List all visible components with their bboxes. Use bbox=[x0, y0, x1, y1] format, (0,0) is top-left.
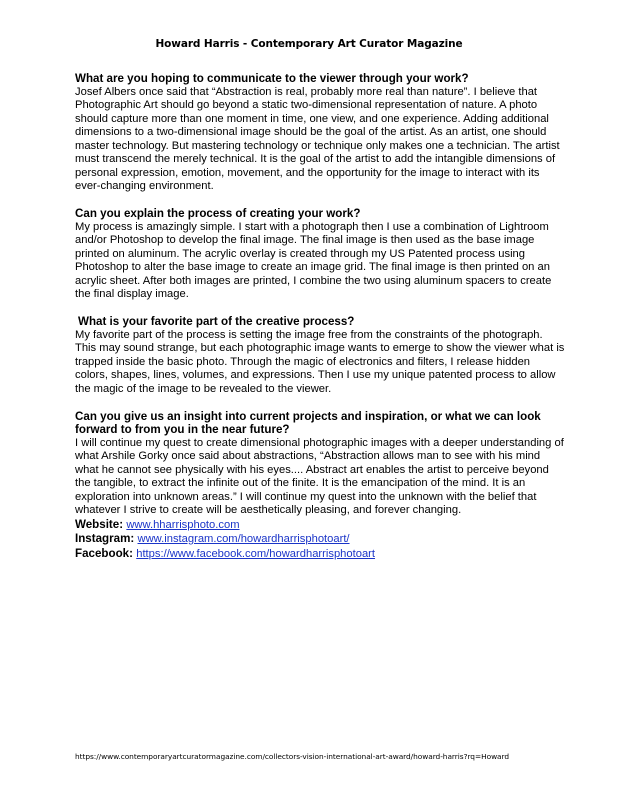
answer-paragraph: Josef Albers once said that “Abstraction is real, probably more real than nature”. I believe that Photographic Art should go beyond a static two-dimensional representation of nature. A photo should capture more than one moment in time, one view, and one experience. Adding additional dimensions to a two-dimensional image should be the goal of the artist. As an artist, one should master technology. But mastering technology or technique only makes one a technician. The artist must transcend the merely technical. It is the goal of the artist to add the intangible dimensions of personal expression, emotion, movement, and the opportunity for the image to interact with its ever-changing environment. bbox=[75, 85, 560, 192]
instagram-link[interactable]: www.instagram.com/howardharrisphotoart/ bbox=[137, 533, 350, 545]
interview-section-favorite-part bbox=[75, 315, 565, 396]
page-footer-url: https://www.contemporaryartcuratormagazine.com/collectors-vision-international-art-award/howard-harris?rq=Howard bbox=[75, 752, 510, 761]
instagram-label: Instagram: bbox=[75, 532, 135, 545]
facebook-line bbox=[75, 547, 565, 562]
interview-body bbox=[75, 72, 565, 561]
question-heading: What is your favorite part of the creative process? bbox=[78, 315, 355, 328]
question-heading: Can you give us an insight into current projects and inspiration, or what we can look forward to from you in the near future? bbox=[75, 409, 541, 436]
interview-section-communicate bbox=[75, 72, 565, 194]
website-label: Website: bbox=[75, 517, 124, 531]
facebook-label: Facebook: bbox=[75, 546, 133, 560]
answer-paragraph: I will continue my quest to create dimensional photographic images with a deeper understanding of what Arshile Gorky once said about abstractions, “Abstraction allows man to see with his mind what he cannot see physically with his eyes.... Abstract art enables the artist to perceive beyond the tangible, to extract the infinite out of the finite. It is the emancipation of the mind. It is an exploration into unknown areas.” I will continue my quest into the unknown with the belief that whatever I strive to create will be aesthetically pleasing, and forever changing. bbox=[75, 436, 564, 516]
website-link[interactable]: www.hharrisphoto.com bbox=[126, 518, 240, 531]
page-title: Howard Harris - Contemporary Art Curator Magazine bbox=[155, 38, 463, 50]
answer-paragraph: My process is amazingly simple. I start with a photograph then I use a combination of Lightroom and/or Photoshop to develop the final image. The final image is then used as the base image printed on aluminum. The acrylic overlay is created through my US Patented process using Photoshop to alter the base image to create an image grid. The final image is then printed on an acrylic sheet. After both images are printed, I combine the two using aluminum spacers to create the final display image. bbox=[75, 220, 552, 300]
facebook-link[interactable]: https://www.facebook.com/howardharrisphotoart bbox=[136, 547, 376, 560]
question-heading: Can you explain the process of creating your work? bbox=[75, 207, 361, 220]
instagram-line bbox=[75, 532, 565, 547]
question-heading: What are you hoping to communicate to the viewer through your work? bbox=[75, 72, 469, 85]
interview-section-process bbox=[75, 207, 565, 302]
contact-links bbox=[75, 518, 565, 562]
answer-paragraph: My favorite part of the process is setting the image free from the constraints of the photograph. This may sound strange, but each photographic image wants to emerge to show the viewer what is trapped inside the basic photo. Through the magic of electronics and filters, I release hidden colors, shapes, lines, volumes, and expressions. Then I use my unique patented process to allow the magic of the image to be revealed to the viewer. bbox=[75, 328, 565, 395]
website-line bbox=[75, 518, 565, 533]
interview-section-future-projects bbox=[75, 410, 565, 518]
